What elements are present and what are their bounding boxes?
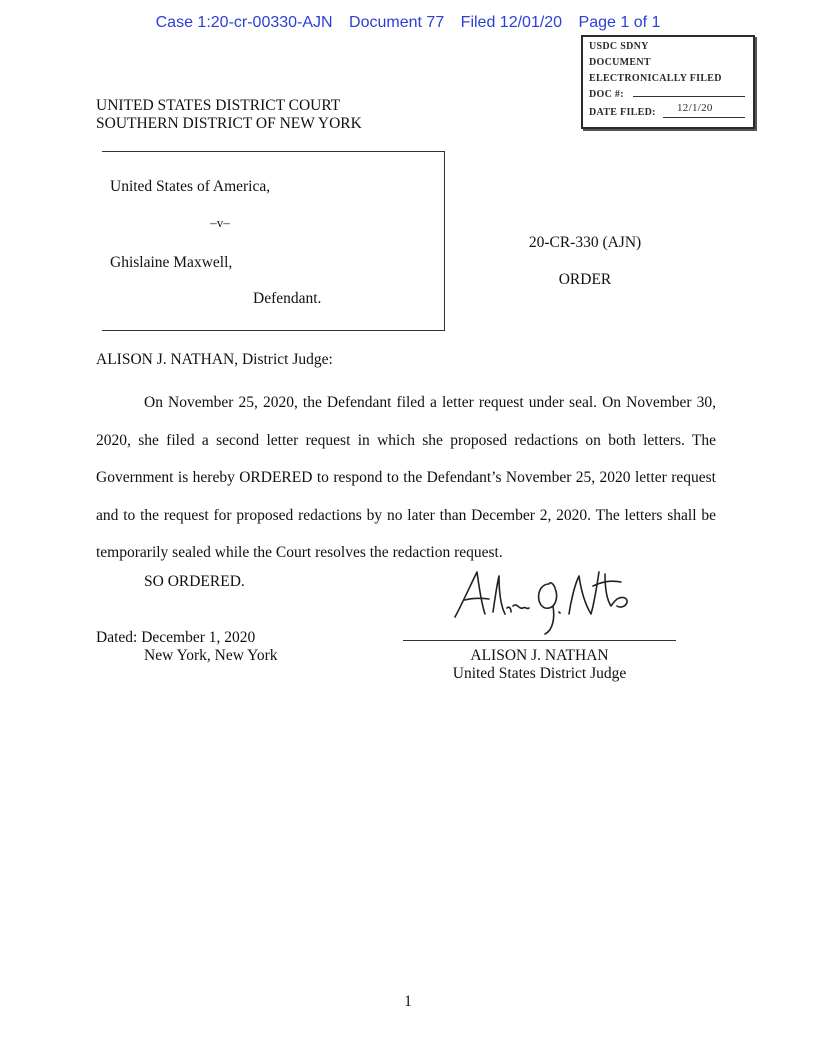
document-title: ORDER [558,271,612,288]
so-ordered: SO ORDERED. [144,573,245,590]
court-line-1: UNITED STATES DISTRICT COURT [96,97,341,114]
caption-right-rule [444,151,445,331]
stamp-date-value: 12/1/20 [677,102,713,114]
filing-stamp [581,35,755,129]
page-count-header: Page 1 of 1 [578,14,661,31]
case-number: 20-CR-330 (AJN) [528,234,642,251]
judge-heading: ALISON J. NATHAN, District Judge: [96,351,333,368]
caption-versus: –v– [210,215,230,230]
judge-signature-icon [445,562,665,640]
signature-line [403,640,676,641]
caption-defendant-role: Defendant. [253,290,322,307]
signer-title: United States District Judge [452,665,627,682]
caption-bottom-rule [102,330,445,331]
ecf-header [0,14,816,32]
stamp-line-1: USDC SDNY [589,41,649,52]
caption-top-rule [102,151,445,152]
caption-defendant: Ghislaine Maxwell, [110,254,233,271]
caption-plaintiff: United States of America, [110,178,271,195]
stamp-line-3: ELECTRONICALLY FILED [589,73,722,84]
dated-location: New York, New York [144,647,278,664]
order-body: On November 25, 2020, the Defendant filed a letter request under seal. On November 30, 2020, she filed a second letter request in which she proposed redactions on both letters. The Government is hereby ORDERED to respond to the Defendant’s November 25, 2020 letter request and to the request for proposed redactions by no later than December 2, 2020. The letters shall be temporarily sealed while the Court resolves the redaction request. [96,394,716,561]
stamp-doc-label: DOC #: [589,89,624,100]
case-number-header: Case 1:20-cr-00330-AJN [155,14,333,31]
stamp-line-2: DOCUMENT [589,57,651,68]
stamp-doc-rule [633,96,745,97]
court-name [96,97,362,133]
stamp-date-label: DATE FILED: [589,107,656,118]
court-line-2: SOUTHERN DISTRICT OF NEW YORK [96,115,362,132]
filed-date-header: Filed 12/01/20 [460,14,563,31]
page-number: 1 [404,993,412,1010]
stamp-date-rule [663,117,745,118]
document-number-header: Document 77 [349,14,445,31]
dated-line: Dated: December 1, 2020 [96,629,256,646]
signer-name: ALISON J. NATHAN [470,647,609,664]
